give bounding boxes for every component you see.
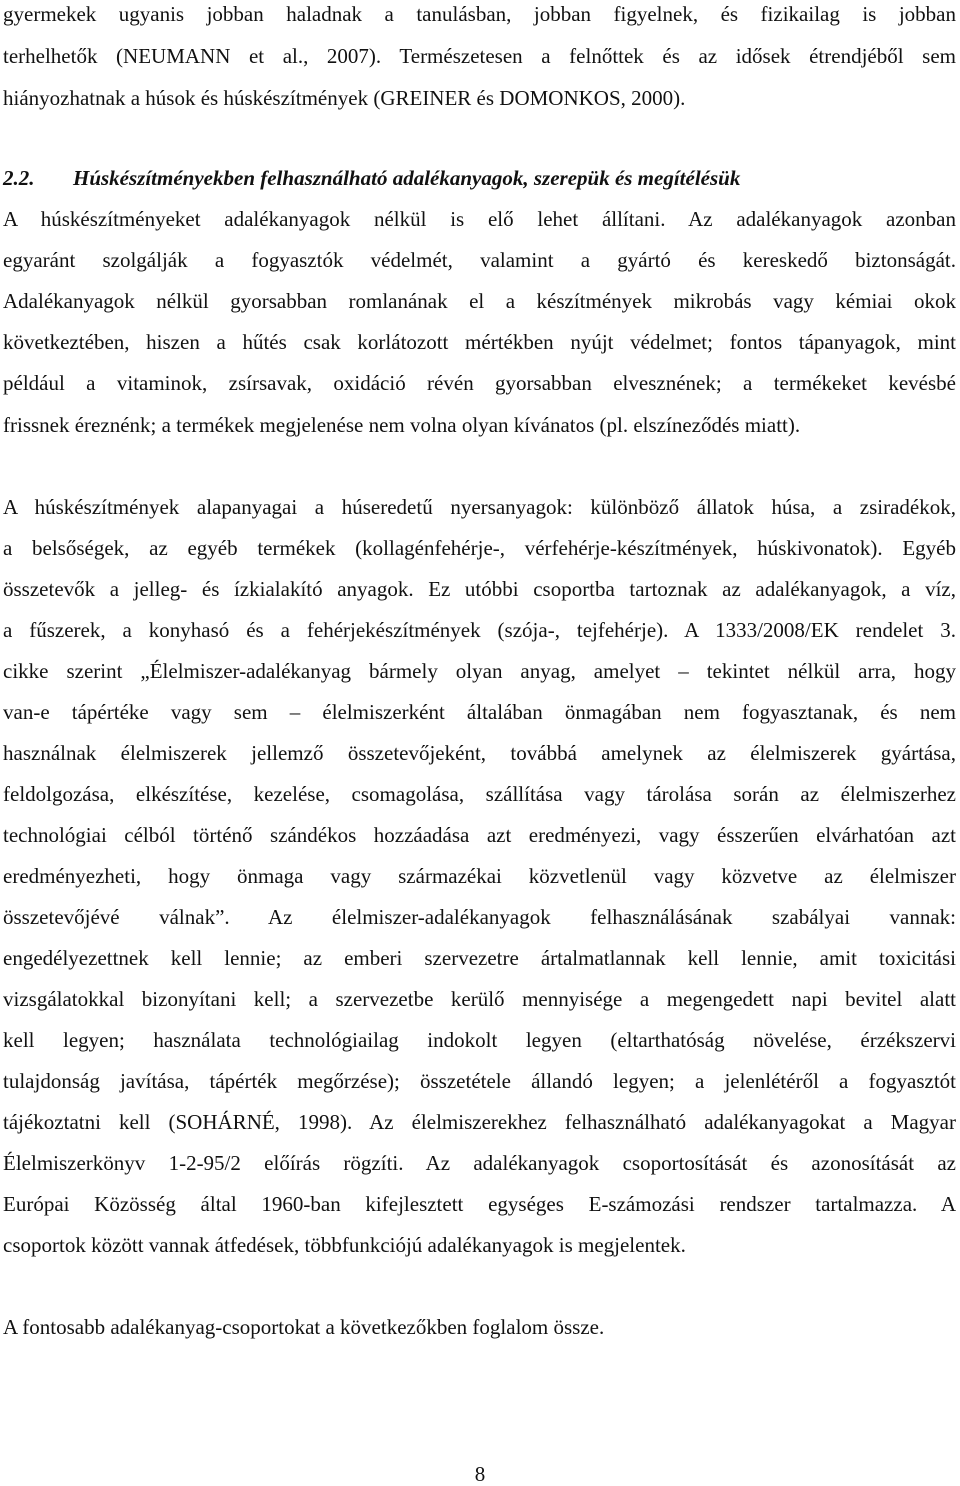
paragraph-line: következtében, hiszen a hűtés csak korlátozott mértékben nyújt védelmet; fontos tápanyagok, mint [3,330,956,354]
paragraph-line: frissnek éreznénk; a termékek megjelenése nem volna olyan kívánatos (pl. elszíneződés miatt). [3,413,801,437]
paragraph-line: a fűszerek, a konyhasó és a fehérjekészítmények (szója-, tejfehérje). A 1333/2008/EK rendelet 3. [3,618,956,642]
paragraph-line: csoportok között vannak átfedések, többfunkciójú adalékanyagok is megjelentek. [3,1233,686,1257]
intro-line: hiányozhatnak a húsok és húskészítmények (GREINER és DOMONKOS, 2000). [3,86,686,110]
paragraph-line: a belsőségek, az egyéb termékek (kollagénfehérje-, vérfehérje-készítmények, húskivonatok). Egyéb [3,536,956,560]
paragraph-line: cikke szerint „Élelmiszer-adalékanyag bármely olyan anyag, amelyet – tekintet nélkül arra, hogy [3,659,956,683]
paragraph-line: összetevők a jelleg- és ízkialakító anyagok. Ez utóbbi csoportba tartoznak az adalékanyagok, a víz, [3,577,956,601]
paragraph-line: Élelmiszerkönyv 1-2-95/2 előírás rögzíti. Az adalékanyagok csoportosítását és azonosítását az [3,1151,956,1175]
paragraph-line: technológiai célból történő szándékos hozzáadása azt eredményezi, vagy ésszerűen elvárhatóan azt [3,823,956,847]
paragraph-line: engedélyezettnek kell lennie; az emberi szervezetre ártalmatlannak kell lennie, amit toxicitási [3,946,956,970]
paragraph-line: összetevőjévé válnak”. Az élelmiszer-adalékanyagok felhasználásának szabályai vannak: [3,905,956,929]
paragraph-line: eredményezheti, hogy önmaga vagy származékai közvetlenül vagy közvetve az élelmiszer [3,864,956,888]
paragraph-line: egyaránt szolgálják a fogyasztók védelmét, valamint a gyártó és kereskedő biztonságát. [3,248,956,272]
paragraph-line: kell legyen; használata technológiailag indokolt legyen (eltarthatóság növelése, érzékszervi [3,1028,956,1052]
paragraph-line: használnak élelmiszerek jellemző összetevőjeként, továbbá amelynek az élelmiszerek gyártása, [3,741,956,765]
paragraph-line: Adalékanyagok nélkül gyorsabban romlanának el a készítmények mikrobás vagy kémiai okok [3,289,956,313]
section-title: Húskészítményekben felhasználható adalékanyagok, szerepük és megítélésük [73,166,741,190]
section-heading [3,166,956,190]
paragraph-line: például a vitaminok, zsírsavak, oxidáció révén gyorsabban elvesznének; a termékeket kevésbé [3,371,956,395]
paragraph-line: vizsgálatokkal bizonyítani kell; a szervezetbe kerülő mennyisége a megengedett napi bevitel alatt [3,987,956,1011]
paragraph-line: tulajdonság javítása, tápérték megőrzése); összetétele állandó legyen; a jelenlétéről a fogyasztót [3,1069,956,1093]
intro-line: gyermekek ugyanis jobban haladnak a tanulásban, jobban figyelnek, és fizikailag is jobban [3,2,956,26]
section-number: 2.2. [3,166,35,190]
paragraph-line: tájékoztatni kell (SOHÁRNÉ, 1998). Az élelmiszerekhez felhasználható adalékanyagokat a Magyar [3,1110,956,1134]
paragraph-line: A fontosabb adalékanyag-csoportokat a következőkben foglalom össze. [3,1315,605,1339]
paragraph-line: Európai Közösség által 1960-ban kifejlesztett egységes E-számozási rendszer tartalmazza. A [3,1192,956,1216]
paragraph-line: feldolgozása, elkészítése, kezelése, csomagolása, szállítása vagy tárolása során az élelmiszerhez [3,782,956,806]
paragraph-line: van-e tápértéke vagy sem – élelmiszerként általában önmagában nem fogyasztanak, és nem [3,700,956,724]
page-number: 8 [474,1462,486,1486]
intro-line: terhelhetők (NEUMANN et al., 2007). Természetesen a felnőttek és az idősek étrendjéből sem [3,44,956,68]
paragraph-line: A húskészítmények alapanyagai a húseredetű nyersanyagok: különböző állatok húsa, a zsiradékok, [3,495,956,519]
paragraph-line: A húskészítményeket adalékanyagok nélkül is elő lehet állítani. Az adalékanyagok azonban [3,207,956,231]
